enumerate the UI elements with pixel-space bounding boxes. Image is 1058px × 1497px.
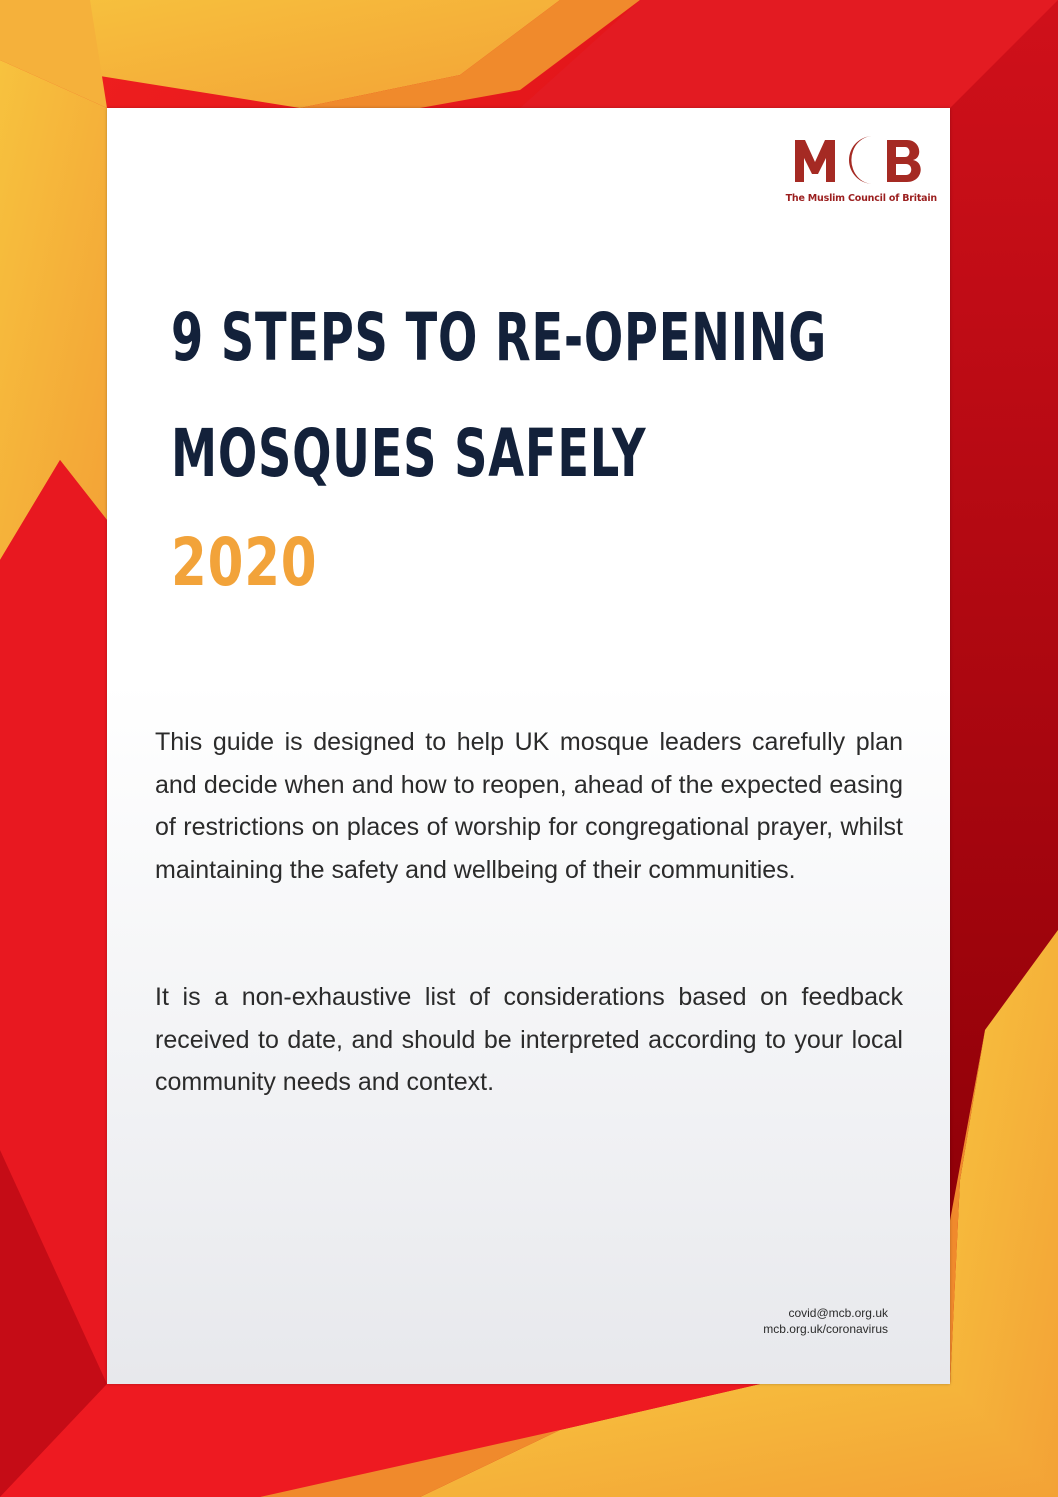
mcb-logo-mark [791, 132, 931, 186]
contact-block [763, 1305, 888, 1337]
title-year: 2020 [171, 524, 318, 601]
title-line-1: 9 STEPS TO RE-OPENING [171, 299, 828, 376]
logo-crescent-c [849, 136, 873, 184]
scope-paragraph: It is a non-exhaustive list of considerations based on feedback received to date, and should be interpreted according to your local community needs and context. [155, 983, 903, 1097]
contact-website: mcb.org.uk/coronavirus [763, 1322, 888, 1336]
cover-card [107, 108, 950, 1384]
title-line-2: MOSQUES SAFELY [171, 415, 647, 492]
mcb-logo [767, 132, 937, 208]
logo-letter-b [887, 140, 921, 182]
contact-email: covid@mcb.org.uk [788, 1306, 888, 1320]
logo-tagline: The Muslim Council of Britain [785, 193, 937, 204]
logo-letter-m [795, 140, 835, 182]
intro-paragraph: This guide is designed to help UK mosque leaders carefully plan and decide when and how to reopen, ahead of the expected easing of restrictions on places of worship for congregational prayer, whilst maintaining the safety and wellbeing of their communities. [155, 728, 903, 884]
